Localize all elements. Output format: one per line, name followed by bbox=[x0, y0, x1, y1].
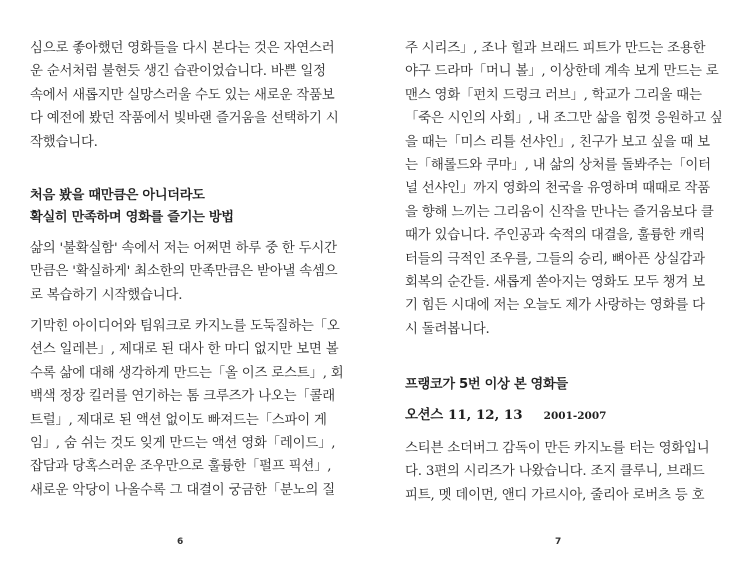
movie-numbers: 11, 12, 13 bbox=[448, 407, 523, 423]
body-paragraph bbox=[405, 37, 723, 341]
section-heading: 프랭코가 5번 이상 본 영화들 bbox=[405, 377, 568, 392]
movie-years: 2001-2007 bbox=[543, 410, 607, 422]
movie-name: 오션스 bbox=[405, 408, 443, 423]
heading-line: 확실히 만족하며 영화를 즐기는 방법 bbox=[30, 210, 234, 225]
text-line: 을 때는「미스 리틀 선샤인」, 친구가 보고 싶을 때 보 bbox=[405, 134, 710, 150]
movie-title bbox=[405, 404, 606, 423]
page-number: 7 bbox=[555, 537, 562, 547]
text-line: 기막힌 아이디어와 팀워크로 카지노를 도둑질하는「오 bbox=[30, 319, 340, 334]
text-line: 기 힘든 시대에 저는 오늘도 제가 사랑하는 영화를 다 bbox=[405, 298, 705, 314]
text-line: 다. 3편의 시리즈가 나왔습니다. 조지 클루니, 브래드 bbox=[405, 464, 705, 480]
text-line: 맨스 영화「펀치 드렁크 러브」, 학교가 그리울 때는 bbox=[405, 87, 702, 103]
text-line: 을 향해 느끼는 그리움이 신작을 만나는 즐거움보다 클 bbox=[405, 204, 714, 220]
text-line: 스티븐 소더버그 감독이 만든 카지노를 터는 영화입니 bbox=[405, 441, 710, 456]
text-line: 만큼은 '확실하게' 최소한의 만족만큼은 받아낼 속셈으 bbox=[30, 264, 338, 280]
text-line: 회복의 순간들. 새롭게 쏟아지는 영화도 모두 챙겨 보 bbox=[405, 275, 705, 291]
text-line: 시 돌려봅니다. bbox=[405, 321, 490, 337]
text-line: 속에서 새롭지만 실망스러울 수도 있는 새로운 작품보 bbox=[30, 87, 335, 103]
text-line: 널 선샤인」까지 영화의 천국을 유영하며 때때로 작품 bbox=[405, 181, 710, 197]
text-line: 는「해롤드와 쿠마」, 내 삶의 상처를 돌봐주는「이터 bbox=[405, 158, 711, 174]
text-line: 운 순서처럼 불현듯 생긴 습관이었습니다. 바쁜 일정 bbox=[30, 64, 326, 80]
text-line: 야구 드라마「머니 볼」, 이상한데 계속 보게 만드는 로 bbox=[405, 64, 719, 80]
text-line: 다 예전에 봤던 작품에서 빛바랜 즐거움을 선택하기 시 bbox=[30, 111, 339, 127]
text-line: 피트, 멧 데이먼, 앤디 가르시아, 줄리아 로버츠 등 호 bbox=[405, 487, 705, 503]
text-line: 백색 정장 킬러를 연기하는 톰 크루즈가 나오는「콜래 bbox=[30, 389, 335, 405]
text-line: 터들의 극적인 조우를, 그들의 승리, 뼈아픈 상실감과 bbox=[405, 251, 705, 267]
text-line: 임」, 숨 쉬는 것도 잊게 만드는 액션 영화「레이드」, bbox=[30, 436, 336, 452]
text-line: 심으로 좋아했던 영화들을 다시 본다는 것은 자연스러 bbox=[30, 41, 335, 56]
text-line: 「죽은 시인의 사회」, 내 조그만 삶을 힘껏 응원하고 싶 bbox=[405, 111, 723, 127]
text-line: 로 복습하기 시작했습니다. bbox=[30, 287, 183, 303]
body-paragraph bbox=[405, 437, 710, 507]
section-heading bbox=[30, 185, 234, 229]
text-line: 수록 삶에 대해 생각하게 만드는「올 이즈 로스트」, 회 bbox=[30, 365, 344, 381]
heading-line: 처음 봤을 때만큼은 아니더라도 bbox=[30, 188, 205, 203]
body-paragraph bbox=[30, 315, 344, 502]
text-line: 트럴」, 제대로 된 액션 없이도 빠져드는「스파이 게 bbox=[30, 412, 327, 428]
intro-paragraph bbox=[30, 37, 339, 154]
text-line: 새로운 악당이 나올수록 그 대결이 궁금한「분노의 질 bbox=[30, 482, 335, 498]
text-line: 삶의 '불확실함' 속에서 저는 어쩌면 하루 중 한 두시간 bbox=[30, 241, 337, 256]
text-line: 잡담과 당혹스러운 조우만으로 훌륭한「펄프 픽션」, bbox=[30, 459, 332, 475]
right-page bbox=[370, 0, 740, 576]
text-line: 작했습니다. bbox=[30, 134, 98, 150]
text-line: 주 시리즈」, 조나 힐과 브래드 피트가 만드는 조용한 bbox=[405, 41, 706, 56]
page-number: 6 bbox=[177, 537, 184, 547]
body-paragraph bbox=[30, 237, 337, 307]
text-line: 때가 있습니다. 주인공과 숙적의 대결을, 훌륭한 캐릭 bbox=[405, 228, 705, 244]
text-line: 션스 일레븐」, 제대로 된 대사 한 마디 없지만 보면 볼 bbox=[30, 342, 339, 358]
